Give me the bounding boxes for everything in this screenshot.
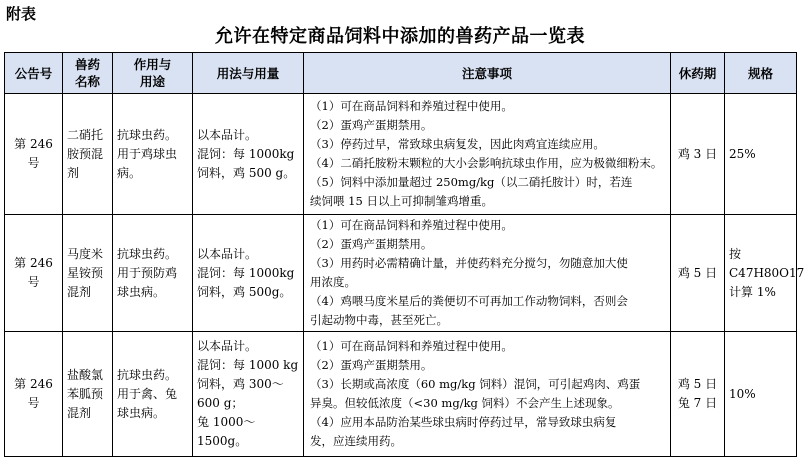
cell-line: 25%	[729, 146, 756, 161]
table-header-row	[5, 53, 797, 94]
cell-line: （3）停药过早，常致球虫病复发，因此肉鸡宜连续应用。	[310, 137, 605, 151]
cell-line: 胺预混	[67, 146, 104, 161]
cell-line: 计算 1%	[729, 284, 776, 299]
cell-line: 混饲：每 1000 kg	[197, 358, 299, 372]
cell-line: 饲料，鸡 300～	[197, 377, 284, 391]
cell-line: 盐酸氯	[67, 367, 104, 382]
cell-line: （4）应用本品防治某些球虫病时停药过早，常导致球虫病复	[310, 415, 617, 429]
cell-line: 混剂	[67, 284, 92, 299]
attachment-label: 附表	[6, 5, 37, 23]
cell-line: 注意事项	[461, 65, 512, 81]
cell-line: 以本品计。	[197, 246, 258, 261]
cell-line: （3）用药时必需精确计量，并使药料充分搅匀，勿随意加大使	[310, 256, 628, 270]
cell-line: 用法与用量	[216, 65, 280, 81]
cell-line: 异臭。但较低浓度（<30 mg/kg 饲料）不会产生上述现象。	[310, 396, 620, 410]
cell-line: （2）蛋鸡产蛋期禁用。	[310, 358, 433, 372]
cell-line: 抗球虫药。	[117, 367, 178, 382]
cell-line: 混饲：每 1000kg	[197, 146, 295, 161]
cell-withdrawal	[671, 215, 725, 332]
header-usage	[193, 53, 304, 94]
cell-line: 第 246	[14, 137, 53, 151]
header-notes	[304, 53, 671, 94]
cell-spec	[725, 215, 804, 332]
cell-drug-name	[63, 215, 113, 332]
cell-line: （5）饲料中添加量超过 250mg/kg（以二硝托胺计）时，若连	[310, 175, 633, 189]
cell-line: 第 246	[14, 256, 53, 270]
cell-line: 号	[27, 275, 40, 289]
cell-line: 饲料，鸡 500 g。	[197, 165, 296, 180]
cell-spec	[725, 332, 797, 457]
cell-announcement	[5, 94, 63, 215]
cell-line: 引起动物中毒，甚至死亡。	[310, 313, 448, 327]
cell-line: 兽药	[74, 57, 100, 72]
cell-line: 抗球虫药。	[117, 246, 178, 261]
cell-line: 鸡 5 日	[677, 265, 718, 280]
cell-line: 抗球虫药。	[117, 127, 178, 142]
cell-line: 以本品计。	[197, 127, 258, 142]
cell-line: 二硝托	[67, 127, 104, 142]
cell-line: 以本品计。	[197, 339, 258, 353]
cell-line: （2）蛋鸡产蛋期禁用。	[310, 118, 433, 132]
cell-line: 发，应连续用药。	[310, 434, 402, 448]
cell-spec	[725, 94, 797, 215]
cell-line: 用于禽、兔	[117, 386, 178, 401]
cell-line: 兔 7 日	[677, 396, 718, 410]
document-title: 允许在特定商品饲料中添加的兽药产品一览表	[215, 26, 585, 47]
cell-line: 鸡 3 日	[677, 146, 718, 161]
cell-line: （1）可在商品饲料和养殖过程中使用。	[310, 339, 513, 353]
header-spec	[725, 53, 797, 94]
table-row	[5, 94, 797, 215]
header-withdrawal	[671, 53, 725, 94]
cell-line: 兔 1000～1500g。	[197, 415, 256, 448]
cell-line: 病。	[117, 165, 142, 180]
cell-notes	[304, 332, 671, 457]
cell-line: 苯胍预	[67, 386, 104, 401]
cell-withdrawal	[671, 94, 725, 215]
cell-notes	[304, 215, 671, 332]
cell-line: 续饲喂 15 日以上可抑制雏鸡增重。	[310, 194, 493, 208]
cell-line: （4）鸡喂马度米星后的粪便切不可再加工作动物饲料，否则会	[310, 294, 628, 308]
cell-line: （2）蛋鸡产蛋期禁用。	[310, 237, 433, 251]
cell-announcement	[5, 215, 63, 332]
cell-line: 用于鸡球虫	[117, 146, 178, 161]
cell-function	[113, 94, 193, 215]
cell-line: 休药期	[678, 65, 717, 81]
cell-line: 10%	[729, 386, 756, 401]
cell-line: （1）可在商品饲料和养殖过程中使用。	[310, 99, 513, 113]
header-announcement	[5, 53, 63, 94]
veterinary-drug-table	[4, 52, 804, 457]
cell-line: 混剂	[67, 405, 92, 420]
cell-line: 600 g；	[197, 396, 244, 410]
cell-usage	[193, 94, 304, 215]
cell-notes	[304, 94, 671, 215]
cell-announcement	[5, 332, 63, 457]
cell-line: 剂	[67, 165, 80, 180]
cell-line: 鸡 5 日	[677, 377, 718, 391]
cell-line: 名称	[74, 74, 100, 89]
header-function	[113, 53, 193, 94]
cell-line: 用于预防鸡	[117, 265, 178, 280]
cell-usage	[193, 332, 304, 457]
cell-line: 混饲：每 1000kg	[197, 265, 295, 280]
cell-line: （1）可在商品饲料和养殖过程中使用。	[310, 218, 513, 232]
cell-line: 第 246	[14, 377, 53, 391]
cell-drug-name	[63, 332, 113, 457]
cell-withdrawal	[671, 332, 725, 457]
cell-line: 星铵预	[67, 265, 104, 280]
cell-function	[113, 332, 193, 457]
cell-function	[113, 215, 193, 332]
table-row	[5, 332, 797, 457]
cell-line: 作用与	[133, 57, 172, 72]
cell-line: 马度米	[67, 246, 104, 261]
cell-line: （3）长期或高浓度（60 mg/kg 饲料）混饲，可引起鸡肉、鸡蛋	[310, 377, 641, 391]
cell-line: 公告号	[14, 65, 53, 81]
cell-line: 球虫病。	[117, 405, 166, 420]
cell-line: 球虫病。	[117, 284, 166, 299]
cell-line: 规格	[747, 65, 773, 81]
table-row	[5, 215, 797, 332]
cell-line: 号	[27, 396, 40, 410]
cell-line: 按	[729, 246, 742, 261]
cell-line: 号	[27, 156, 40, 170]
cell-usage	[193, 215, 304, 332]
cell-line: 用途	[139, 74, 165, 89]
header-drug-name	[63, 53, 113, 94]
cell-line: C47H80O17	[729, 265, 804, 280]
cell-line: 用浓度。	[310, 275, 356, 289]
cell-drug-name	[63, 94, 113, 215]
cell-line: 饲料，鸡 500g。	[197, 284, 292, 299]
cell-line: （4）二硝托胺粉末颗粒的大小会影响抗球虫作用，应为极微细粉末。	[310, 156, 663, 170]
